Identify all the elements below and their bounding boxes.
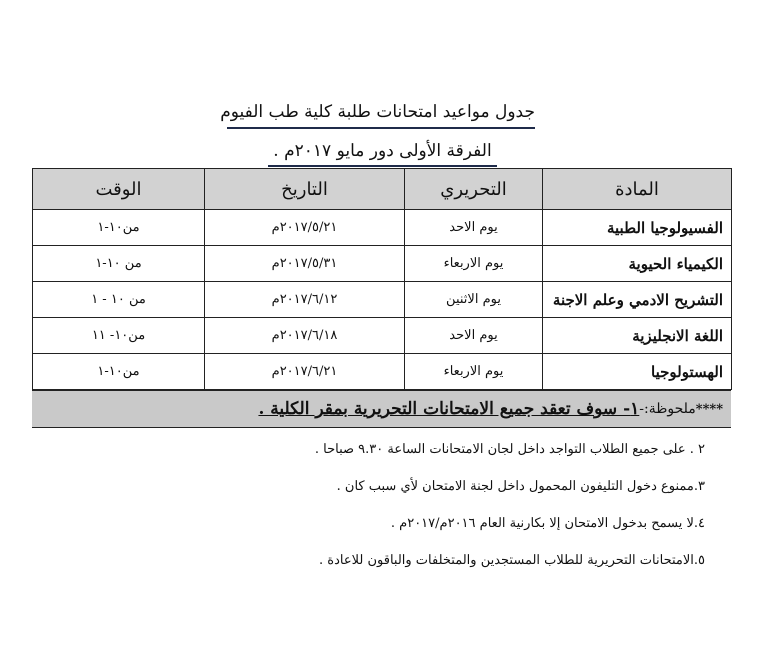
subject-cell: اللغة الانجليزية bbox=[543, 318, 732, 354]
subject-cell: التشريح الادمي وعلم الاجنة bbox=[543, 282, 732, 318]
exam-schedule-table bbox=[32, 168, 732, 390]
date-cell: ٢٠١٧/٥/٢١م bbox=[205, 210, 405, 246]
subject-cell: الفسيولوجيا الطبية bbox=[543, 210, 732, 246]
time-cell: من١٠-١ bbox=[33, 210, 205, 246]
header-subject: المادة bbox=[543, 169, 732, 210]
note-stars: **** bbox=[695, 401, 723, 417]
subject-cell: الكيمياء الحيوية bbox=[543, 246, 732, 282]
notes-list bbox=[145, 436, 705, 584]
note-label: ملحوظة:- bbox=[639, 401, 696, 417]
page-subtitle: الفرقة الأولى دور مايو ٢٠١٧م . bbox=[268, 137, 497, 167]
date-cell: ٢٠١٧/٦/١٢م bbox=[205, 282, 405, 318]
header-date: التاريخ bbox=[205, 169, 405, 210]
list-item: ٤.لا يسمح بدخول الامتحان إلا بكارنية العام ٢٠١٦م/٢٠١٧م . bbox=[390, 516, 705, 531]
header-time: الوقت bbox=[33, 169, 205, 210]
time-cell: من١٠- ١١ bbox=[33, 318, 205, 354]
table-row bbox=[33, 354, 732, 390]
date-cell: ٢٠١٧/٥/٣١م bbox=[205, 246, 405, 282]
day-cell: يوم الاحد bbox=[405, 318, 543, 354]
day-cell: يوم الاربعاء bbox=[405, 354, 543, 390]
header-written: التحريري bbox=[405, 169, 543, 210]
day-cell: يوم الاربعاء bbox=[405, 246, 543, 282]
subject-cell: الهستولوجيا bbox=[543, 354, 732, 390]
table-row bbox=[33, 246, 732, 282]
note-bar bbox=[32, 390, 731, 428]
table-row bbox=[33, 318, 732, 354]
page-title: جدول مواعيد امتحانات طلبة كلية طب الفيوم bbox=[227, 97, 535, 129]
list-item: ٢ . على جميع الطلاب التواجد داخل لجان الامتحانات الساعة ٩.٣٠ صباحا . bbox=[314, 442, 705, 457]
time-cell: من١٠-١ bbox=[33, 354, 205, 390]
time-cell: من ١٠ - ١ bbox=[33, 282, 205, 318]
note-first-item: ١- سوف تعقد جميع الامتحانات التحريرية بمقر الكلية . bbox=[258, 399, 640, 419]
time-cell: من ١٠-١ bbox=[33, 246, 205, 282]
list-item: ٥.الامتحانات التحريرية للطلاب المستجدين والمتخلفات والباقون للاعادة . bbox=[319, 553, 705, 568]
day-cell: يوم الاثنين bbox=[405, 282, 543, 318]
table-row bbox=[33, 282, 732, 318]
date-cell: ٢٠١٧/٦/٢١م bbox=[205, 354, 405, 390]
date-cell: ٢٠١٧/٦/١٨م bbox=[205, 318, 405, 354]
table-row bbox=[33, 210, 732, 246]
day-cell: يوم الاحد bbox=[405, 210, 543, 246]
list-item: ٣.ممنوع دخول التليفون المحمول داخل لجنة الامتحان لأي سبب كان . bbox=[336, 479, 705, 494]
table-header-row bbox=[33, 169, 732, 210]
